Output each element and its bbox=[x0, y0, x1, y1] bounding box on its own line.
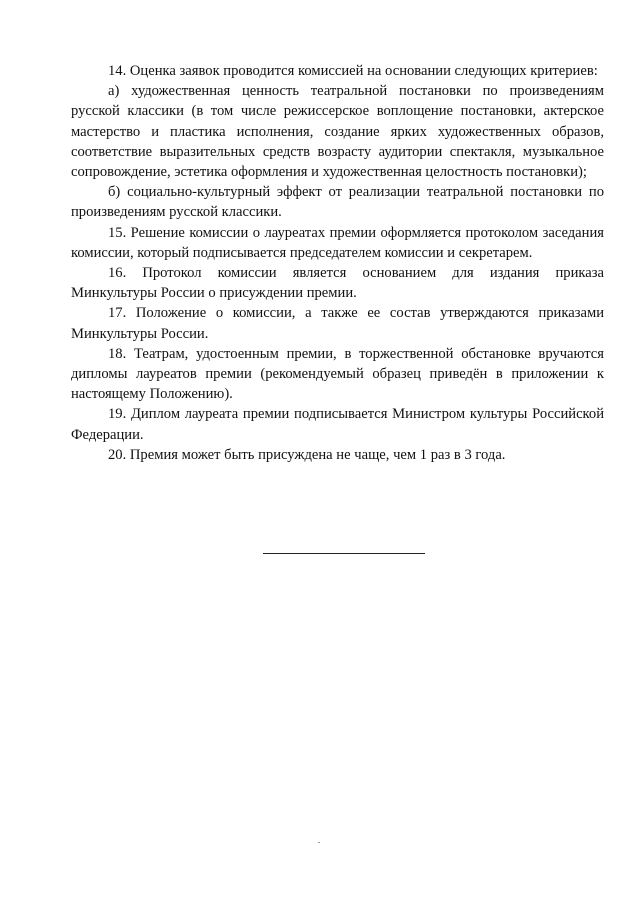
document-body bbox=[71, 61, 604, 465]
paragraph-16: 16. Протокол комиссии является основанием для издания приказа Минкультуры России о присуждении премии. bbox=[71, 265, 604, 302]
paragraph-20: 20. Премия может быть присуждена не чаще, чем 1 раз в 3 года. bbox=[108, 446, 506, 463]
paragraph-17: 17. Положение о комиссии, а также ее состав утверждаются приказами Минкультуры России. bbox=[71, 305, 604, 342]
paragraph-15: 15. Решение комиссии о лауреатах премии оформляется протоколом заседания комиссии, который подписывается председателем комиссии и секретарем. bbox=[71, 224, 604, 261]
end-separator-line bbox=[263, 553, 425, 554]
paragraph-14: 14. Оценка заявок проводится комиссией на основании следующих критериев: bbox=[108, 63, 598, 79]
paragraph-18: 18. Театрам, удостоенным премии, в торжественной обстановке вручаются дипломы лауреатов премии (рекомендуемый образец приведён в приложении к настоящему Положению). bbox=[71, 345, 604, 403]
paragraph-14b: б) социально-культурный эффект от реализации театральной постановки по произведениям русской классики. bbox=[71, 184, 604, 221]
paragraph-14a: а) художественная ценность театральной постановки по произведениям русской классики (в том числе режиссерское воплощение постановки, актерское мастерство и пластика исполнения, создание ярких художественных образов, соответствие выразительных средств возрасту аудитории спектакля, музыкальное сопровождение, эстетика оформления и художественная целостность постановки); bbox=[71, 83, 604, 181]
paragraph-19: 19. Диплом лауреата премии подписывается Министром культуры Российской Федерации. bbox=[71, 406, 604, 443]
scan-speck bbox=[318, 842, 320, 843]
